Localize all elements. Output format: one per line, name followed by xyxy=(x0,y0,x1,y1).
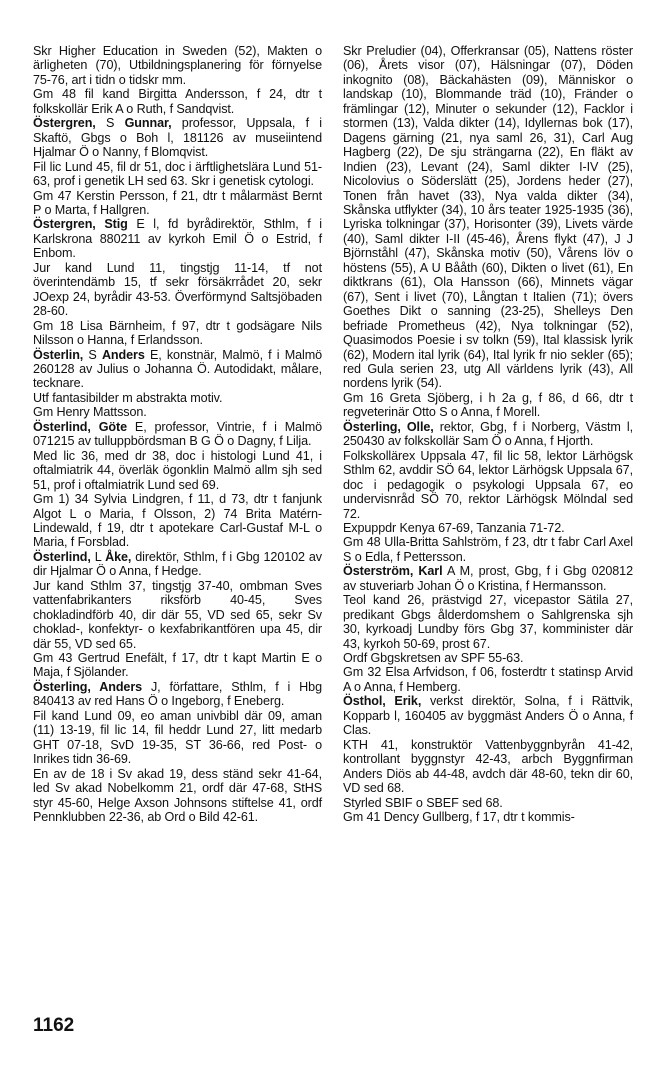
entry-text: direktör, Sthlm, f i Gbg 120102 av dir Hjalmar Ö o Anna, f Hedge. xyxy=(33,549,322,579)
entry-name: Östergren, xyxy=(33,116,96,131)
biography-heading-entry xyxy=(343,564,633,593)
biography-heading-entry xyxy=(33,348,322,391)
entry-name: Österström, Karl xyxy=(343,564,443,579)
entry-name: Österling, Olle, xyxy=(343,419,434,434)
entry-text: Skr Preludier (04), Offerkransar (05), Nattens röster (06), Årets visor (07), Hälsningar (07), Döden inkognito (08), Bäckahästen (09), Människor o landskap (10), Blommande träd (10), Fränder o främlingar (12), Minuter o sekunder (12), Facklor i stormen (13), Valda dikter (14), Idyllernas bok (17), Dagens gärning (21, nya saml 26, 31), Carl Aug Hagberg (22), De sju strängarna (22), En fläkt av Indien (23), Levant (24), Saml dikter I-IV (25), Nicolovius o Söderslätt (25), Jordens heder (27), Tonen från havet (33), Nya valda dikter (34), Skånska utflykter (34), 10 års teater 1925-1935 (36), Lyriska tolkningar (37), Horisonter (39), Livets värde (40), Saml dikter I-II (45-46), Årens flykt (47), J J Björnståhl (47), Skånska motiv (50), Vårens löv o höstens (55), A U Bååth (60), Dikten o livet (61), En diktkrans (61), Ola Hansson (66), Minnets vägar (67), Sent i livet (70), Långtan t Italien (71); övers Goethes Dikt o sanning (23-25), Shelleys Den befriade Prometheus (42), Nya tolkningar (52), Quasimodos Poesie i sv tolkn (59), Ital klassisk lyrik (62), Modern ital lyrik (64), Ital lyrik fr nio sekler (65); red Gula serien 23, utg All världens lyrik (43), All nordens lyrik (54). xyxy=(343,44,633,391)
entry-text: A M, prost, Gbg, f i Gbg 020812 av stuveriarb Johan Ö o Kristina, f Hermansson. xyxy=(343,564,633,593)
biography-paragraph xyxy=(33,160,322,189)
entry-given-name: Anders xyxy=(101,347,145,362)
biography-paragraph xyxy=(343,521,633,535)
entry-text: Gm 18 Lisa Bärnheim, f 97, dtr t godsägare Nils Nilsson o Hanna, f Erlandsson. xyxy=(33,318,322,348)
biography-paragraph xyxy=(33,44,322,87)
biography-paragraph xyxy=(33,767,322,825)
entry-text: Gm 1) 34 Sylvia Lindgren, f 11, d 73, dtr t fanjunk Algot L o Maria, f Olsson, 2) 74 Brita Matérn-Lindewald, f 19, dtr t apotekare Carl-Gustaf M-L o Maria, f Forsblad. xyxy=(33,492,322,550)
biography-paragraph xyxy=(343,810,633,824)
biography-paragraph xyxy=(343,738,633,796)
entry-name: Österling, Anders xyxy=(33,679,143,694)
entry-text: Skr Higher Education in Sweden (52), Makten o ärligheten (70), Utbildningsplanering för förnyelse 75-76, art i tidn o tidskr mm. xyxy=(33,44,322,87)
biography-paragraph xyxy=(33,87,322,116)
entry-initial: L xyxy=(90,549,106,564)
biography-paragraph xyxy=(33,319,322,348)
entry-text: Fil lic Lund 45, fil dr 51, doc i ärftlighetslära Lund 51-63, prof i genetik LH sed 63. Skr i genetisk cytologi. xyxy=(33,159,322,189)
biography-heading-entry xyxy=(33,116,322,159)
entry-text: Gm 48 Ulla-Britta Sahlström, f 23, dtr t fabr Carl Axel S o Edla, f Pettersson. xyxy=(343,535,633,564)
entry-text: Gm 41 Dency Gullberg, f 17, dtr t kommis- xyxy=(343,810,575,825)
right-column xyxy=(343,44,633,824)
biography-paragraph xyxy=(33,391,322,405)
biography-paragraph xyxy=(33,449,322,492)
biography-paragraph xyxy=(343,651,633,665)
entry-text: En av de 18 i Sv akad 19, dess ständ sekr 41-64, led Sv akad Nobelkomm 21, ordf där 47-68, StHS styr 45-60, Helge Axson Johnsons stiftelse 41, ordf Pennklubben 22-36, ab Ord o Bild 42-61. xyxy=(33,766,322,825)
biography-heading-entry xyxy=(33,420,322,449)
entry-text: verkst direktör, Solna, f i Rättvik, Kopparb l, 160405 av byggmäst Anders Ö o Anna, f Clas. xyxy=(343,694,633,738)
entry-text: Expuppdr Kenya 67-69, Tanzania 71-72. xyxy=(343,520,565,535)
entry-name: Östhol, Erik, xyxy=(343,694,422,709)
entry-text: Gm 32 Elsa Arfvidson, f 06, fosterdtr t statinsp Arvid A o Anna, f Hemberg. xyxy=(343,665,633,694)
entry-initial: S xyxy=(83,347,102,362)
entry-text: Teol kand 26, prästvigd 27, vicepastor Sätila 27, predikant Gbgs ålderdomshem o Sahlgrenska sjh 30, kyrkoadj Lundby förs Gbg 37, komminister där 43, kyrkoh 50-69, prost 67. xyxy=(343,593,633,651)
biography-paragraph xyxy=(33,651,322,680)
biography-paragraph xyxy=(33,189,322,218)
entry-name: Österlin, xyxy=(33,347,84,362)
entry-initial: S xyxy=(95,116,125,131)
biography-paragraph xyxy=(343,449,633,521)
entry-text: Gm 16 Greta Sjöberg, i h 2a g, f 86, d 66, dtr t regveterinär Otto S o Anna, f Morell. xyxy=(343,390,633,420)
biography-paragraph xyxy=(343,535,633,564)
biography-paragraph xyxy=(33,261,322,319)
entry-text: professor, Uppsala, f i Skaftö, Gbgs o Boh l, 181126 av museiintend Hjalmar Ö o Nanny, f Blomqvist. xyxy=(33,116,322,160)
entry-given-name: Gunnar, xyxy=(124,116,172,131)
biography-heading-entry xyxy=(343,694,633,737)
entry-text: Gm 47 Kerstin Persson, f 21, dtr t målarmäst Bernt P o Marta, f Hallgren. xyxy=(33,188,322,217)
entry-text: Utf fantasibilder m abstrakta motiv. xyxy=(33,390,223,405)
entry-text: Jur kand Lund 11, tingstjg 11-14, tf not överintendämb 15, tf sekr försäkrrådet 20, sekr JOexp 24, byrådir 43-53. Överförmynd Saltsjöbaden 28-60. xyxy=(33,260,322,319)
biography-paragraph xyxy=(343,593,633,651)
entry-text: Folkskollärex Uppsala 47, fil lic 58, lektor Lärhögsk Sthlm 62, avddir SÖ 64, lektor Lärhögsk Uppsala 67, doc i pedagogik o psykologi Uppsala 67, eo undervisnråd SÖ 70, rektor Lärhögsk Mölndal sed 72. xyxy=(343,448,633,521)
entry-text: Styrled SBIF o SBEF sed 68. xyxy=(343,795,503,810)
biography-heading-entry xyxy=(33,680,322,709)
entry-given-name: Åke, xyxy=(105,549,132,564)
entry-text: KTH 41, konstruktör Vattenbyggnbyrån 41-42, kontrollant byggnstyr 42-43, arbch Byggnfirman Anders Diös ab 44-48, avdch där 48-60, tekn dir 60, VD sed 68. xyxy=(343,737,633,796)
entry-name: Österlind, xyxy=(33,549,91,564)
entry-text: rektor, Gbg, f i Norberg, Västm l, 250430 av folkskollär Sam Ö o Anna, f Hjorth. xyxy=(343,419,634,449)
entry-text: Gm 48 fil kand Birgitta Andersson, f 24, dtr t folkskollär Erik A o Ruth, f Sandqvist. xyxy=(33,87,322,116)
entry-given-name: Stig xyxy=(104,217,128,232)
biography-heading-entry xyxy=(343,420,633,449)
biography-paragraph xyxy=(33,492,322,550)
biography-heading-entry xyxy=(33,550,322,579)
biography-paragraph xyxy=(33,579,322,651)
page-number: 1162 xyxy=(33,1015,75,1036)
left-column xyxy=(33,44,322,824)
entry-text: J, författare, Sthlm, f i Hbg 840413 av red Hans Ö o Ingeborg, f Eneberg. xyxy=(33,679,322,709)
entry-text: Ordf Gbgskretsen av SPF 55-63. xyxy=(343,651,524,666)
biography-paragraph xyxy=(343,796,633,810)
entry-text: Gm 43 Gertrud Enefält, f 17, dtr t kapt Martin E o Maja, f Sjölander. xyxy=(33,651,322,680)
entry-text: Jur kand Sthlm 37, tingstjg 37-40, ombman Sves vattenfabrikanters riksförb 40-45, Sves chokladindförb 40, dir där 55, VD sed 65, sekr Sv choklad-, konfektyr- o kexfabrikantfören upa 45, dir där 55, VD sed 65. xyxy=(33,578,322,651)
entry-text: E l, fd byrådirektör, Sthlm, f i Karlskrona 880211 av kyrkoh Emil Ö o Estrid, f Enbom. xyxy=(33,217,322,261)
entry-text: E, konstnär, Malmö, f i Malmö 260128 av Julius o Johanna Ö. Autodidakt, målare, tecknare. xyxy=(33,347,322,391)
entry-text: Med lic 36, med dr 38, doc i histologi Lund 41, i oftalmiatrik 44, överläk ögonklin Malmö allm sjh sed 51, prof i oftalmiatrik Lund sed 69. xyxy=(33,448,322,492)
biography-paragraph xyxy=(33,709,322,767)
entry-name: Östergren, xyxy=(33,217,96,232)
entry-name: Österlind, Göte xyxy=(33,419,127,434)
entry-text: E, professor, Vintrie, f i Malmö 071215 av tulluppbördsman B G Ö o Dagny, f Lilja. xyxy=(33,419,322,449)
biography-paragraph xyxy=(33,405,322,419)
entry-text: Gm Henry Mattsson. xyxy=(33,405,147,420)
biography-paragraph xyxy=(343,391,633,420)
biography-paragraph xyxy=(343,44,633,391)
biography-paragraph xyxy=(343,665,633,694)
entry-text: Fil kand Lund 09, eo aman univbibl där 09, aman (11) 13-19, fil lic 14, fil heddr Lund 27, litt medarb GHT 07-18, SvD 19-35, ST 36-66, red Post- o Inrikes tidn 36-69. xyxy=(33,708,322,767)
biography-heading-entry xyxy=(33,217,322,260)
